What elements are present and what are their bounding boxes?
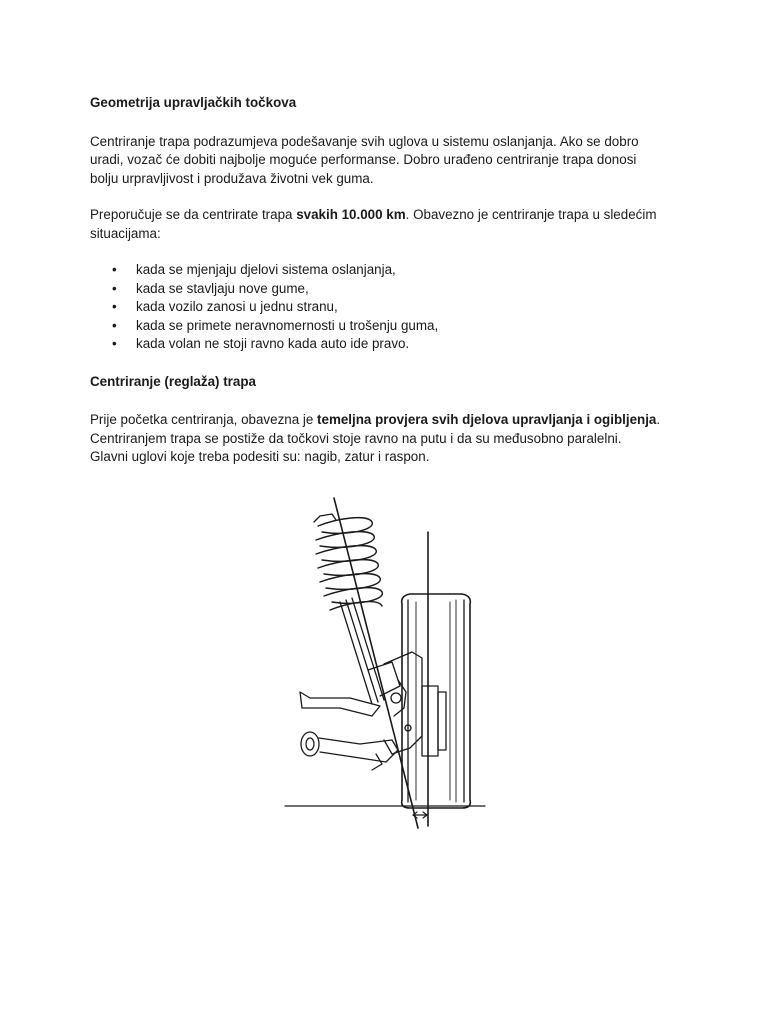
- alignment-emphasis: temeljna provjera svih djelova upravljanja i ogibljenja: [317, 412, 657, 427]
- intro-paragraph: [90, 133, 690, 189]
- list-item-text: kada se stavljaju nove gume,: [136, 280, 309, 296]
- recommendation-line-2: situacijama:: [90, 225, 161, 241]
- list-item-text: kada vozilo zanosi u jednu stranu,: [136, 299, 338, 314]
- list-item-text: kada se primete neravnomernosti u trošenju guma,: [136, 317, 439, 333]
- document-body: [90, 94, 690, 467]
- list-item: [90, 335, 690, 354]
- recommendation-paragraph: [90, 206, 690, 243]
- suspension-camber-diagram: [280, 492, 490, 832]
- subframe-arm: [300, 692, 380, 716]
- recommendation-interval: svakih 10.000 km: [296, 207, 406, 222]
- list-item-text: kada se mjenjaju djelovi sistema oslanjanja,: [136, 262, 396, 277]
- list-item: [90, 280, 690, 299]
- alignment-paragraph: [90, 411, 690, 467]
- bullet-icon: •: [112, 317, 117, 333]
- situations-list: [90, 261, 690, 354]
- bullet-icon: •: [112, 336, 117, 351]
- alignment-line-2: Centriranjem trapa se postiže da točkovi stoje ravno na putu i da su međusobno paralelni.: [90, 430, 622, 446]
- list-item: [90, 298, 690, 317]
- bullet-icon: •: [112, 280, 117, 296]
- recommendation-text-end: . Obavezno je centriranje trapa u sledećim: [405, 207, 657, 222]
- bullet-icon: •: [112, 299, 117, 314]
- list-item-text: kada volan ne stoji ravno kada auto ide pravo.: [136, 336, 410, 351]
- alignment-text-start: Prije početka centriranja, obavezna je: [90, 412, 318, 427]
- lower-control-arm: [301, 732, 398, 770]
- shock-absorber: [340, 598, 400, 704]
- intro-line-1: Centriranje trapa podrazumjeva podešavanje svih uglova u sistemu oslanjanja. Ako se dobro: [90, 133, 639, 149]
- list-item: [90, 261, 690, 280]
- scrub-radius-arrow: [413, 812, 427, 818]
- coil-spring: [316, 518, 382, 610]
- document-title: Geometrija upravljačkih točkova: [90, 95, 297, 110]
- alignment-line-3: Glavni uglovi koje treba podesiti su: nagib, zatur i raspon.: [90, 449, 430, 464]
- wheel-tire: [402, 594, 471, 808]
- recommendation-text-start: Preporučuje se da centrirate trapa: [90, 207, 297, 222]
- section-heading: Centriranje (reglaža) trapa: [90, 373, 256, 389]
- intro-line-2: uradi, vozač će dobiti najbolje moguće performanse. Dobro urađeno centriranje trapa donosi: [90, 152, 637, 167]
- alignment-text-end: .: [656, 412, 661, 427]
- intro-line-3: bolju urpravljivost i produžava životni vek guma.: [90, 170, 374, 186]
- bullet-icon: •: [112, 262, 117, 277]
- list-item: [90, 317, 690, 336]
